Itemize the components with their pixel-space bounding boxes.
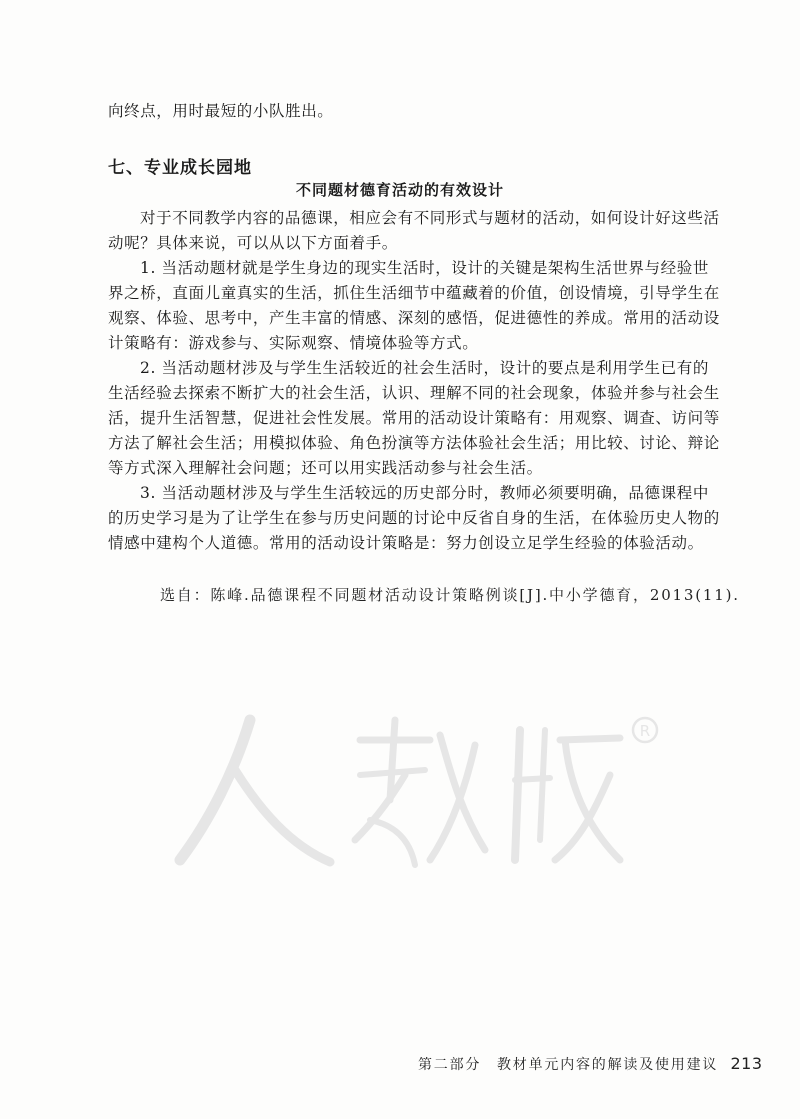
page-footer [418, 1054, 763, 1074]
section-heading: 七、专业成长园地 [108, 158, 252, 178]
watermark-logo [140, 700, 660, 880]
paragraph-line: 动呢？具体来说，可以从以下方面着手。 [108, 234, 398, 252]
paragraph-line: 计策略有：游戏参与、实际观察、情境体验等方式。 [108, 334, 479, 352]
paragraph-line: 3. 当活动题材涉及与学生生活较远的历史部分时，教师必须要明确，品德课程中 [140, 484, 709, 502]
paragraph-line: 对于不同教学内容的品德课，相应会有不同形式与题材的活动，如何设计好这些活 [140, 209, 720, 227]
page-number: 213 [730, 1054, 763, 1073]
paragraph-line: 方法了解社会生活；用模拟体验、角色扮演等方法体验社会生活；用比较、讨论、辩论 [108, 434, 720, 452]
article-title: 不同题材德育活动的有效设计 [295, 181, 504, 199]
paragraph-line: 观察、体验、思考中，产生丰富的情感、深刻的感悟，促进德性的养成。常用的活动设 [108, 309, 720, 327]
paragraph-line: 的历史学习是为了让学生在参与历史问题的讨论中反省自身的生活，在体验历史人物的 [108, 509, 720, 527]
paragraph-line: 2. 当活动题材涉及与学生生活较近的社会生活时，设计的要点是利用学生已有的 [140, 359, 709, 377]
paragraph-line: 活，提升生活智慧，促进社会性发展。常用的活动设计策略有：用观察、调查、访问等 [108, 409, 720, 427]
paragraph-line: 生活经验去探索不断扩大的社会生活，认识、理解不同的社会现象，体验并参与社会生 [108, 384, 720, 402]
paragraph-line: 等方式深入理解社会问题；还可以用实践活动参与社会生活。 [108, 459, 543, 477]
paragraph-line: 情感中建构个人道德。常用的活动设计策略是：努力创设立足学生经验的体验活动。 [108, 534, 704, 552]
footer-section-title: 第二部分 教材单元内容的解读及使用建议 [418, 1057, 719, 1073]
paragraph-line: 界之桥，直面儿童真实的生活，抓住生活细节中蕴藏着的价值，创设情境，引导学生在 [108, 284, 720, 302]
source-citation: 选自：陈峰.品德课程不同题材活动设计策略例谈[J].中小学德育，2013(11). [160, 586, 740, 604]
paragraph-line: 1. 当活动题材就是学生身边的现实生活时，设计的关键是架构生活世界与经验世 [140, 259, 709, 277]
intro-line: 向终点，用时最短的小队胜出。 [108, 102, 334, 120]
svg-text:R: R [639, 722, 651, 740]
